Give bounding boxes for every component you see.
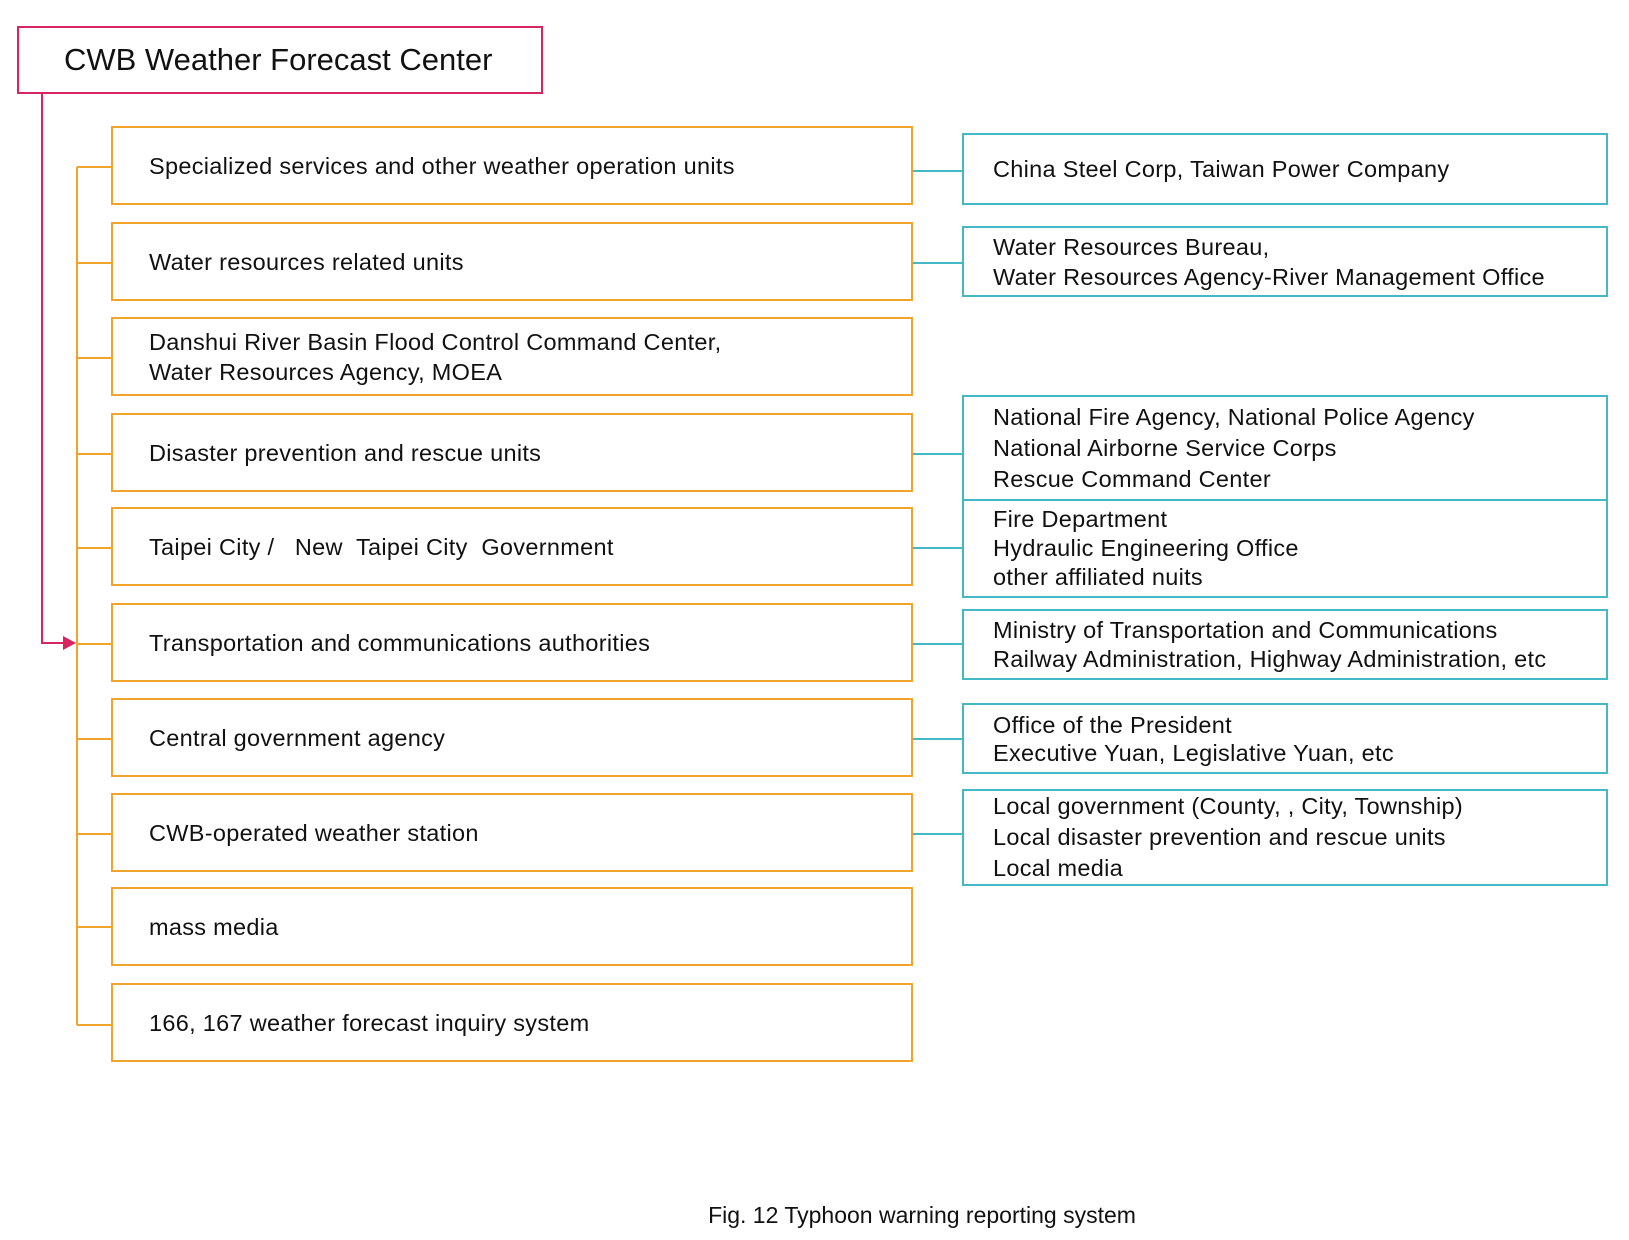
node-text: Fire Department — [993, 506, 1168, 532]
right-connectors — [913, 171, 962, 834]
middle-node-central-gov — [111, 698, 913, 777]
figure-caption: Fig. 12 Typhoon warning reporting system — [708, 1202, 1136, 1228]
node-text: Rescue Command Center — [993, 465, 1271, 492]
root-connector — [42, 94, 66, 643]
middle-node-danshui — [111, 317, 913, 396]
right-node-china-steel — [962, 133, 1608, 205]
node-text: National Fire Agency, National Police Agency — [993, 403, 1475, 430]
node-text: Water Resources Agency, MOEA — [149, 358, 503, 385]
root-label: CWB Weather Forecast Center — [64, 42, 493, 77]
middle-node-inquiry-system — [111, 983, 913, 1062]
root-node — [17, 26, 543, 94]
branch-lines — [77, 167, 112, 1025]
node-text: Executive Yuan, Legislative Yuan, etc — [993, 739, 1394, 766]
node-text: CWB-operated weather station — [149, 819, 479, 846]
node-text: Hydraulic Engineering Office — [993, 535, 1299, 561]
node-text: Taipei City / New Taipei City Government — [149, 533, 614, 560]
node-text: Specialized services and other weather operation units — [149, 152, 735, 179]
arrow-head-icon — [63, 636, 76, 650]
node-text: China Steel Corp, Taiwan Power Company — [993, 156, 1450, 182]
node-text: Water Resources Agency-River Management Office — [993, 263, 1545, 290]
middle-node-specialized — [111, 126, 913, 205]
node-text: Water Resources Bureau, — [993, 233, 1270, 260]
right-node-local-gov — [962, 789, 1608, 886]
right-node-water-bureau — [962, 226, 1608, 297]
node-text: other affiliated nuits — [993, 564, 1203, 590]
node-text: Water resources related units — [149, 248, 464, 275]
middle-node-mass-media — [111, 887, 913, 966]
right-node-fire-agency — [962, 395, 1608, 501]
node-text: Office of the President — [993, 711, 1232, 738]
node-text: Local media — [993, 855, 1124, 881]
node-text: Transportation and communications authorities — [149, 629, 651, 656]
node-text: Disaster prevention and rescue units — [149, 439, 542, 466]
middle-node-water-resources — [111, 222, 913, 301]
node-text: Central government agency — [149, 724, 446, 751]
right-node-president — [962, 703, 1608, 774]
middle-node-weather-station — [111, 793, 913, 872]
node-text: Railway Administration, Highway Administration, etc — [993, 645, 1547, 672]
node-text: Local disaster prevention and rescue units — [993, 824, 1446, 850]
node-text: National Airborne Service Corps — [993, 434, 1337, 461]
node-text: Ministry of Transportation and Communications — [993, 616, 1498, 643]
middle-node-transportation — [111, 603, 913, 682]
middle-node-taipei — [111, 507, 913, 586]
node-text: 166, 167 weather forecast inquiry system — [149, 1009, 590, 1036]
node-text: Local government (County, , City, Township) — [993, 793, 1464, 819]
right-node-ministry-transport — [962, 609, 1608, 680]
node-text: Danshui River Basin Flood Control Command Center, — [149, 328, 722, 355]
node-text: mass media — [149, 913, 279, 940]
right-node-fire-department — [962, 499, 1608, 598]
middle-node-disaster — [111, 413, 913, 492]
